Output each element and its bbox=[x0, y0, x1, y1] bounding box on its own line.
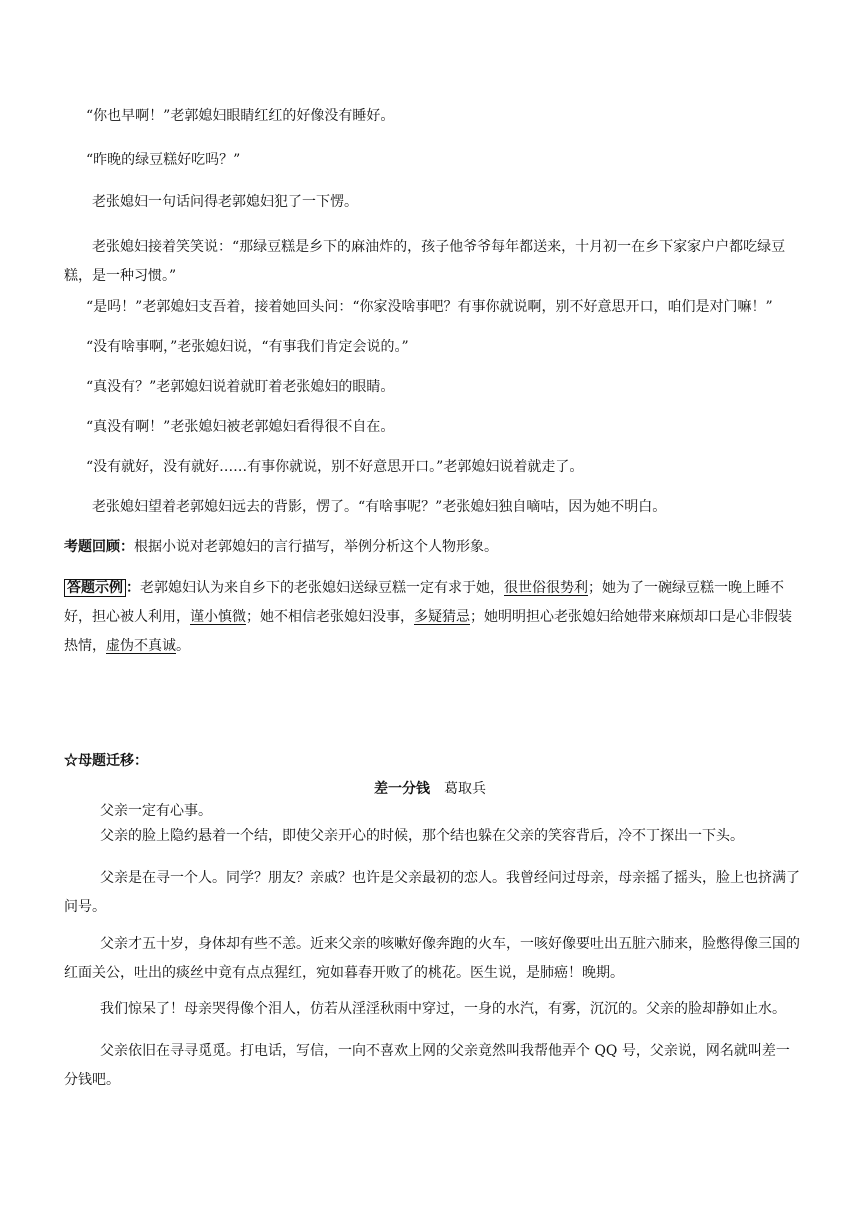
story-paragraph-4: 父亲才五十岁，身体却有些不恙。近来父亲的咳嗽好像奔跑的火车，一咳好像要吐出五脏六肺来，脸憋得像三国的红面关公，吐出的痰丝中竟有点点猩红，宛如暮春开败了的桃花。医生说，是肺癌！晚期。 bbox=[64, 936, 800, 981]
story-paragraph-2: 父亲的脸上隐约悬着一个结，即使父亲开心的时候，那个结也躲在父亲的笑容背后，冷不丁探出一下头。 bbox=[100, 828, 744, 844]
dialogue-paragraph-1: “你也早啊！”老郭媳妇眼睛红红的好像没有睡好。 bbox=[86, 108, 395, 124]
answer-segment-5: 。 bbox=[176, 638, 190, 654]
migration-label: ☆母题迁移： bbox=[64, 753, 148, 769]
dialogue-paragraph-4: 老张媳妇接着笑笑说：“那绿豆糕是乡下的麻油炸的，孩子他爷爷每年都送来，十月初一在乡下家家户户都吃绿豆糕，是一种习惯。” bbox=[64, 239, 786, 284]
dialogue-paragraph-2: “昨晚的绿豆糕好吃吗？” bbox=[86, 152, 241, 168]
answer-segment-4: ；她明明担心老张媳妇给她带来麻烦却口是心非假装热情， bbox=[64, 609, 792, 654]
dialogue-paragraph-5: “是吗！”老郭媳妇支吾着，接着她回头问：“你家没啥事吧？有事你就说啊，别不好意思开口，咱们是对门嘛！” bbox=[86, 299, 773, 315]
dialogue-paragraph-9: “没有就好，没有就好……有事你就说，别不好意思开口。”老郭媳妇说着就走了。 bbox=[86, 459, 584, 475]
answer-colon: ： bbox=[126, 580, 140, 596]
answer-example bbox=[64, 574, 802, 661]
story-title-line bbox=[0, 778, 860, 798]
answer-segment-2: ；她为了一碗绿豆糕一晚上睡不好，担心被人利用， bbox=[64, 580, 784, 625]
dialogue-paragraph-10: 老张媳妇望着老郭媳妇远去的背影，愣了。“有啥事呢？”老张媳妇独自嘀咕，因为她不明白。 bbox=[92, 499, 667, 515]
story-paragraph-5: 我们惊呆了！母亲哭得像个泪人，仿若从淫淫秋雨中穿过，一身的水汽，有雾，沉沉的。父亲的脸却静如止水。 bbox=[100, 1001, 786, 1017]
dialogue-paragraph-7: “真没有？”老郭媳妇说着就盯着老张媳妇的眼睛。 bbox=[86, 379, 395, 395]
answer-keyword-2: 谨小慎微 bbox=[190, 609, 246, 625]
story-paragraph-6: 父亲依旧在寻寻觅觅。打电话，写信，一向不喜欢上网的父亲竟然叫我帮他弄个 QQ 号，父亲说，网名就叫差一分钱吧。 bbox=[64, 1043, 790, 1088]
answer-keyword-3: 多疑猜忌 bbox=[414, 609, 470, 625]
story-paragraph-3: 父亲是在寻一个人。同学？朋友？亲戚？也许是父亲最初的恋人。我曾经问过母亲，母亲摇了摇头，脸上也挤满了问号。 bbox=[64, 870, 800, 915]
answer-segment-3: ；她不相信老张媳妇没事， bbox=[246, 609, 414, 625]
story-author: 葛取兵 bbox=[444, 781, 486, 797]
story-title: 差一分钱 bbox=[374, 781, 430, 797]
dialogue-paragraph-8: “真没有啊！”老张媳妇被老郭媳妇看得很不自在。 bbox=[86, 419, 395, 435]
review-question bbox=[64, 537, 498, 557]
dialogue-paragraph-3: 老张媳妇一句话问得老郭媳妇犯了一下愣。 bbox=[92, 194, 358, 210]
answer-keyword-1: 很世俗很势利 bbox=[504, 580, 588, 596]
review-text: 根据小说对老郭媳妇的言行描写，举例分析这个人物形象。 bbox=[134, 539, 498, 555]
review-label: 考题回顾： bbox=[64, 539, 134, 555]
answer-label: 答题示例 bbox=[64, 579, 126, 597]
answer-keyword-4: 虚伪不真诚 bbox=[106, 638, 176, 654]
story-paragraph-1: 父亲一定有心事。 bbox=[100, 803, 212, 819]
answer-segment-1: 老郭媳妇认为来自乡下的老张媳妇送绿豆糕一定有求于她， bbox=[140, 580, 504, 596]
dialogue-paragraph-6: “没有啥事啊，”老张媳妇说，“有事我们肯定会说的。” bbox=[86, 339, 409, 355]
